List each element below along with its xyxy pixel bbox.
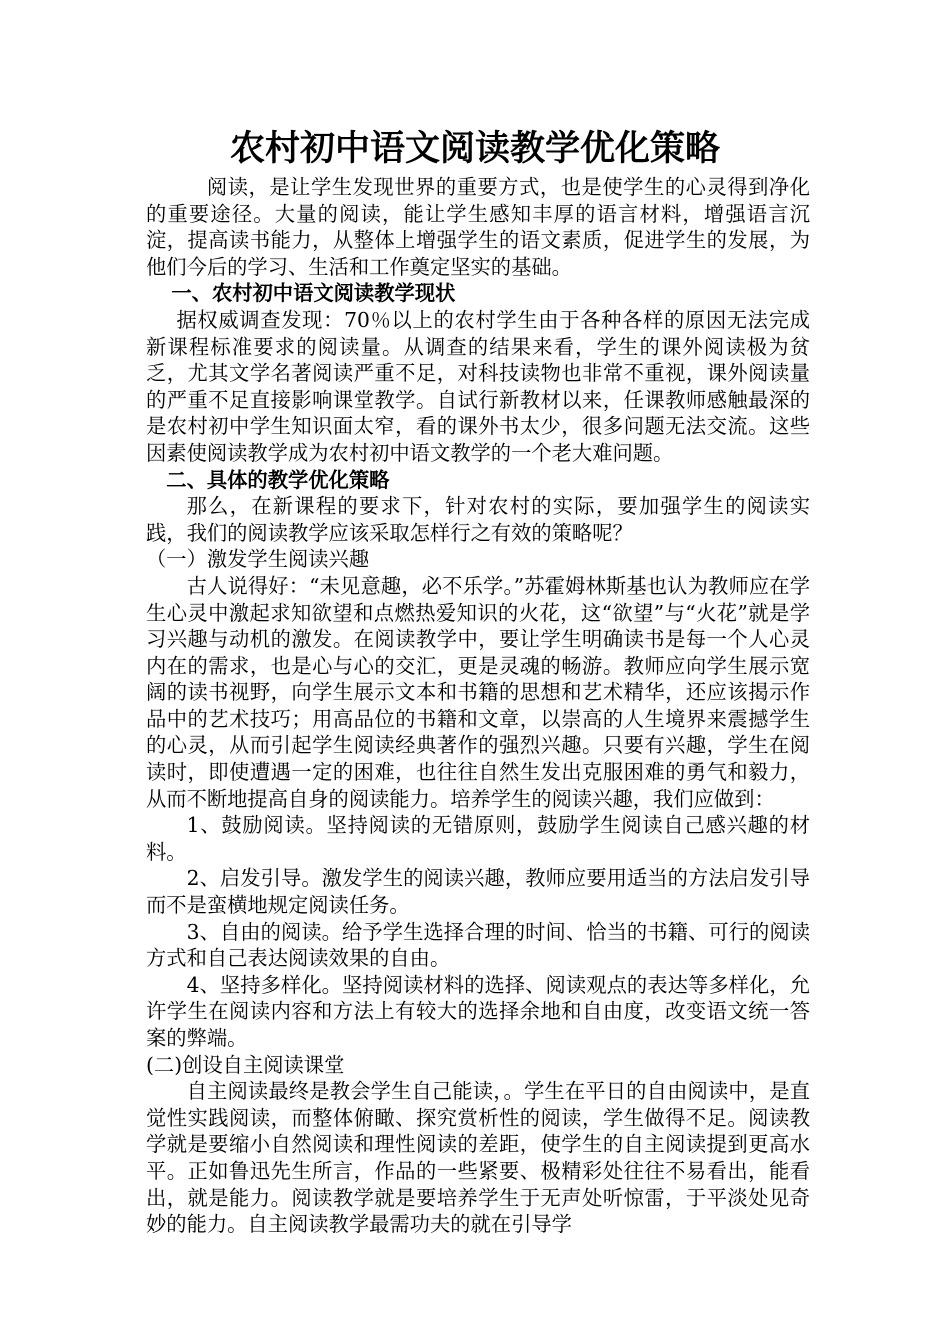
list-item-free-reading: 3、自由的阅读。给予学生选择合理的时间、恰当的书籍、可行的阅读方式和自己表达阅读效果的自由。 xyxy=(146,919,810,971)
subsection2-paragraph: 自主阅读最终是教会学生自己能读，。学生在平日的自由阅读中，是直觉性实践阅读，而整体俯瞰、探究赏析性的阅读，学生做得不足。阅读教学就是要缩小自然阅读和理性阅读的差距，使学生的自主阅读提到更高水平。正如鲁迅先生所言，作品的一些紧要、极精彩处往往不易看出，能看出，就是能力。阅读教学就是要培养学生于无声处听惊雷，于平淡处见奇妙的能力。自主阅读教学最需功夫的就在引导学 xyxy=(146,1079,810,1237)
section2-paragraph: 那么，在新课程的要求下，针对农村的实际，要加强学生的阅读实践，我们的阅读教学应该采取怎样行之有效的策略呢？ xyxy=(146,494,810,545)
document-title: 农村初中语文阅读教学优化策略 xyxy=(229,129,720,169)
document-body xyxy=(146,174,810,1238)
subsection-heading-interest: （一）激发学生阅读兴趣 xyxy=(146,547,370,572)
list-item-diversity: 4、坚持多样化。坚持阅读材料的选择、阅读观点的表达等多样化，允许学生在阅读内容和方法上有较大的选择余地和自由度，改变语文统一答案的弊端。 xyxy=(146,972,810,1050)
section1-paragraph: 据权威调查发现：70％以上的农村学生由于各种各样的原因无法完成新课程标准要求的阅读量。从调查的结果来看，学生的课外阅读极为贫乏，尤其文学名著阅读严重不足，对科技读物也非常不重视，课外阅读量的严重不足直接影响课堂教学。自试行新教材以来，任课教师感触最深的是农村初中学生知识面太窄，看的课外书太少，很多问题无法交流。这些因素使阅读教学成为农村初中语文教学的一个老大难问题。 xyxy=(146,307,810,465)
subsection1-paragraph: 古人说得好：“未见意趣，必不乐学。”苏霍姆林斯基也认为教师应在学生心灵中激起求知欲望和点燃热爱知识的火花，这“欲望”与“火花”就是学习兴趣与动机的激发。在阅读教学中，要让学生明确读书是每一个人心灵内在的需求，也是心与心的交汇，更是灵魂的畅游。教师应向学生展示宽阔的读书视野，向学生展示文本和书籍的思想和艺术精华，还应该揭示作品中的艺术技巧；用高品位的书籍和文章，以崇高的人生境界来震撼学生的心灵，从而引起学生阅读经典著作的强烈兴趣。只要有兴趣，学生在阅读时，即使遭遇一定的困难，也往往自然生发出克服困难的勇气和毅力，从而不断地提高自身的阅读能力。培养学生的阅读兴趣，我们应做到： xyxy=(146,573,810,811)
list-item-guide: 2、启发引导。激发学生的阅读兴趣，教师应要用适当的方法启发引导而不是蛮横地规定阅读任务。 xyxy=(146,866,810,918)
subsection-heading-autonomous: (二)创设自主阅读课堂 xyxy=(146,1052,345,1077)
section-heading-status: 一、农村初中语文阅读教学现状 xyxy=(171,281,456,306)
section-heading-strategies: 二、具体的教学优化策略 xyxy=(166,467,390,492)
intro-paragraph: 阅读，是让学生发现世界的重要方式，也是使学生的心灵得到净化的重要途径。大量的阅读，能让学生感知丰厚的语言材料，增强语言沉淀，提高读书能力，从整体上增强学生的语文素质，促进学生的发展，为他们今后的学习、生活和工作奠定坚实的基础。 xyxy=(146,175,810,279)
list-item-encourage: 1、鼓励阅读。坚持阅读的无错原则，鼓励学生阅读自己感兴趣的材料。 xyxy=(146,813,810,864)
